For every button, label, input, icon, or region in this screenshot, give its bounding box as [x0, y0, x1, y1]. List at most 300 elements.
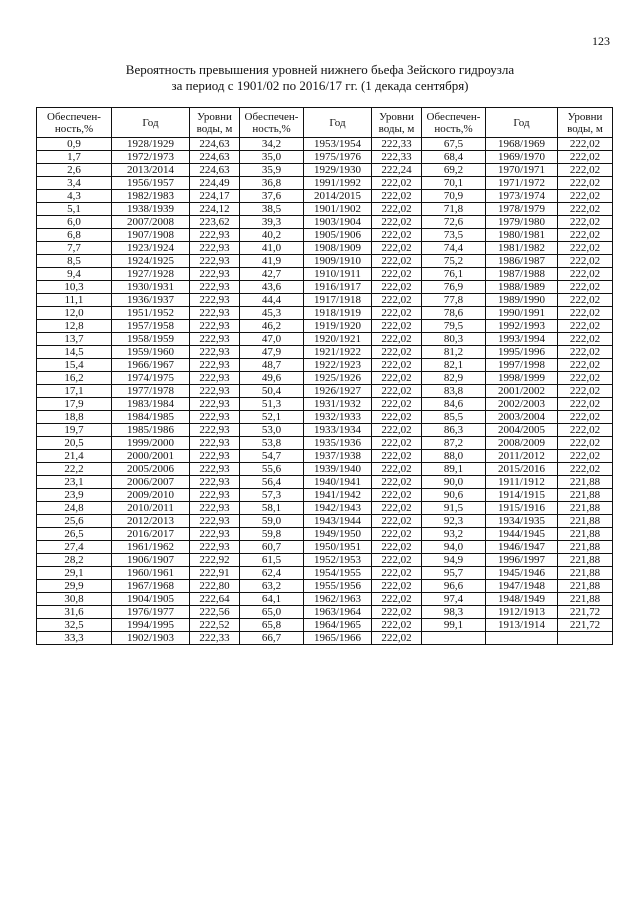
year-cell: 2008/2009 [486, 437, 558, 450]
level-cell: 222,02 [372, 554, 422, 567]
year-cell: 1999/2000 [112, 437, 190, 450]
level-cell: 222,91 [190, 567, 240, 580]
level-cell: 222,93 [190, 411, 240, 424]
table-row [37, 398, 613, 411]
col-header-year-3 [486, 108, 558, 138]
level-cell: 222,93 [190, 346, 240, 359]
level-cell: 222,93 [190, 320, 240, 333]
table-row [37, 164, 613, 177]
probability-cell: 9,4 [37, 268, 112, 281]
year-cell: 1943/1944 [304, 515, 372, 528]
level-cell: 222,02 [372, 463, 422, 476]
probability-cell: 97,4 [422, 593, 486, 606]
table-row [37, 177, 613, 190]
level-cell: 222,93 [190, 450, 240, 463]
year-cell: 1915/1916 [486, 502, 558, 515]
table-row [37, 489, 613, 502]
probability-cell: 84,6 [422, 398, 486, 411]
header-text-line: Уровни [567, 110, 603, 123]
level-cell: 222,02 [372, 437, 422, 450]
year-cell: 1947/1948 [486, 580, 558, 593]
year-cell: 1988/1989 [486, 281, 558, 294]
year-cell: 1959/1960 [112, 346, 190, 359]
level-cell: 222,02 [372, 281, 422, 294]
level-cell: 222,02 [558, 359, 613, 372]
level-cell: 222,33 [372, 138, 422, 151]
table-row [37, 437, 613, 450]
table-row [37, 346, 613, 359]
probability-cell: 41,9 [240, 255, 304, 268]
year-cell: 1962/1963 [304, 593, 372, 606]
level-cell: 222,02 [558, 203, 613, 216]
probability-cell: 70,1 [422, 177, 486, 190]
level-cell: 222,64 [190, 593, 240, 606]
probability-cell: 51,3 [240, 398, 304, 411]
level-cell: 222,93 [190, 372, 240, 385]
probability-cell: 29,1 [37, 567, 112, 580]
probability-cell: 44,4 [240, 294, 304, 307]
probability-cell: 47,9 [240, 346, 304, 359]
probability-cell: 83,8 [422, 385, 486, 398]
year-cell: 1964/1965 [304, 619, 372, 632]
col-header-year-1 [112, 108, 190, 138]
level-cell: 222,24 [372, 164, 422, 177]
level-cell: 222,93 [190, 255, 240, 268]
probability-cell: 17,9 [37, 398, 112, 411]
year-cell: 1973/1974 [486, 190, 558, 203]
year-cell: 2010/2011 [112, 502, 190, 515]
level-cell: 222,02 [372, 216, 422, 229]
level-cell: 224,49 [190, 177, 240, 190]
probability-cell: 33,3 [37, 632, 112, 645]
level-cell: 222,02 [558, 372, 613, 385]
year-cell: 1905/1906 [304, 229, 372, 242]
probability-cell: 91,5 [422, 502, 486, 515]
probability-cell: 20,5 [37, 437, 112, 450]
level-cell: 222,02 [372, 424, 422, 437]
year-cell: 1993/1994 [486, 333, 558, 346]
table-row [37, 294, 613, 307]
probability-cell: 43,6 [240, 281, 304, 294]
level-cell: 222,02 [558, 242, 613, 255]
level-cell: 222,02 [558, 138, 613, 151]
header-text-line: ность,% [54, 122, 94, 135]
header-text-line: ность,% [434, 122, 473, 135]
level-cell: 221,88 [558, 515, 613, 528]
table-row [37, 190, 613, 203]
year-cell: 1980/1981 [486, 229, 558, 242]
year-cell: 1990/1991 [486, 307, 558, 320]
level-cell: 223,62 [190, 216, 240, 229]
table-row [37, 138, 613, 151]
level-cell: 222,93 [190, 528, 240, 541]
probability-cell: 69,2 [422, 164, 486, 177]
col-header-level-3 [558, 108, 613, 138]
year-cell: 2015/2016 [486, 463, 558, 476]
year-cell: 1928/1929 [112, 138, 190, 151]
year-cell: 1950/1951 [304, 541, 372, 554]
level-cell: 222,93 [190, 307, 240, 320]
level-cell: 222,33 [372, 151, 422, 164]
level-cell: 222,02 [372, 398, 422, 411]
level-cell: 222,02 [372, 515, 422, 528]
probability-cell: 6,8 [37, 229, 112, 242]
level-cell: 221,72 [558, 606, 613, 619]
year-cell: 1920/1921 [304, 333, 372, 346]
level-cell: 222,93 [190, 398, 240, 411]
probability-cell: 50,4 [240, 385, 304, 398]
year-cell: 1930/1931 [112, 281, 190, 294]
year-cell: 1948/1949 [486, 593, 558, 606]
probability-cell: 1,7 [37, 151, 112, 164]
level-cell: 222,93 [190, 541, 240, 554]
table-row [37, 372, 613, 385]
probability-cell: 18,8 [37, 411, 112, 424]
level-cell [558, 632, 613, 645]
level-cell: 222,93 [190, 229, 240, 242]
probability-cell: 39,3 [240, 216, 304, 229]
year-cell: 1911/1912 [486, 476, 558, 489]
year-cell: 1961/1962 [112, 541, 190, 554]
year-cell: 1979/1980 [486, 216, 558, 229]
level-cell: 222,02 [558, 294, 613, 307]
level-cell: 221,88 [558, 567, 613, 580]
table-row [37, 593, 613, 606]
level-cell: 222,92 [190, 554, 240, 567]
header-text-line: воды, м [378, 122, 415, 135]
level-cell: 222,02 [558, 307, 613, 320]
year-cell: 2001/2002 [486, 385, 558, 398]
year-cell: 1939/1940 [304, 463, 372, 476]
probability-cell: 45,3 [240, 307, 304, 320]
table-row [37, 580, 613, 593]
table-row [37, 255, 613, 268]
level-cell: 222,02 [372, 476, 422, 489]
year-cell: 2016/2017 [112, 528, 190, 541]
probability-cell: 90,0 [422, 476, 486, 489]
level-cell: 222,02 [558, 437, 613, 450]
level-cell: 222,02 [558, 268, 613, 281]
year-cell: 1934/1935 [486, 515, 558, 528]
header-text-line: Уровни [197, 110, 232, 123]
year-cell: 1917/1918 [304, 294, 372, 307]
table-row [37, 554, 613, 567]
probability-cell: 94,9 [422, 554, 486, 567]
year-cell: 1976/1977 [112, 606, 190, 619]
probability-cell: 76,9 [422, 281, 486, 294]
level-cell: 222,93 [190, 242, 240, 255]
level-cell: 224,63 [190, 164, 240, 177]
level-cell: 222,02 [558, 216, 613, 229]
probability-cell: 12,8 [37, 320, 112, 333]
header-text-line: Уровни [379, 110, 414, 123]
level-cell: 222,02 [372, 320, 422, 333]
year-cell: 1932/1933 [304, 411, 372, 424]
table-row [37, 411, 613, 424]
col-header-level-1 [190, 108, 240, 138]
year-cell: 1913/1914 [486, 619, 558, 632]
probability-cell: 26,5 [37, 528, 112, 541]
probability-cell: 94,0 [422, 541, 486, 554]
year-cell: 2007/2008 [112, 216, 190, 229]
year-cell: 2011/2012 [486, 450, 558, 463]
probability-cell: 27,4 [37, 541, 112, 554]
probability-cell: 46,2 [240, 320, 304, 333]
level-cell: 222,02 [372, 372, 422, 385]
probability-cell: 19,7 [37, 424, 112, 437]
year-cell: 2003/2004 [486, 411, 558, 424]
year-cell: 2006/2007 [112, 476, 190, 489]
year-cell: 1912/1913 [486, 606, 558, 619]
year-cell: 1901/1902 [304, 203, 372, 216]
year-cell: 1938/1939 [112, 203, 190, 216]
header-text-line: воды, м [196, 122, 233, 135]
level-cell: 222,02 [372, 411, 422, 424]
year-cell: 1975/1976 [304, 151, 372, 164]
year-cell: 1984/1985 [112, 411, 190, 424]
probability-cell: 66,7 [240, 632, 304, 645]
year-cell: 1966/1967 [112, 359, 190, 372]
header-text-line: ность,% [252, 122, 291, 135]
probability-cell: 12,0 [37, 307, 112, 320]
level-cell: 221,88 [558, 541, 613, 554]
year-cell: 1951/1952 [112, 307, 190, 320]
year-cell: 1969/1970 [486, 151, 558, 164]
year-cell: 2009/2010 [112, 489, 190, 502]
probability-cell: 24,8 [37, 502, 112, 515]
probability-cell: 28,2 [37, 554, 112, 567]
year-cell: 1986/1987 [486, 255, 558, 268]
probability-cell: 78,6 [422, 307, 486, 320]
table-row [37, 528, 613, 541]
probability-cell: 40,2 [240, 229, 304, 242]
year-cell: 1933/1934 [304, 424, 372, 437]
year-cell: 1981/1982 [486, 242, 558, 255]
probability-cell: 49,6 [240, 372, 304, 385]
level-cell: 222,93 [190, 502, 240, 515]
col-header-probability-1 [37, 108, 112, 138]
level-cell: 222,02 [372, 307, 422, 320]
year-cell: 1944/1945 [486, 528, 558, 541]
probability-cell: 25,6 [37, 515, 112, 528]
year-cell: 1983/1984 [112, 398, 190, 411]
probability-cell: 85,5 [422, 411, 486, 424]
probability-cell: 99,1 [422, 619, 486, 632]
year-cell: 1907/1908 [112, 229, 190, 242]
probability-cell: 11,1 [37, 294, 112, 307]
probability-cell: 63,2 [240, 580, 304, 593]
probability-cell: 34,2 [240, 138, 304, 151]
year-cell: 1916/1917 [304, 281, 372, 294]
probability-cell: 35,9 [240, 164, 304, 177]
level-cell: 221,88 [558, 489, 613, 502]
year-cell: 1914/1915 [486, 489, 558, 502]
year-cell: 1987/1988 [486, 268, 558, 281]
level-cell: 222,02 [372, 632, 422, 645]
level-cell: 222,02 [372, 346, 422, 359]
level-cell: 222,02 [558, 424, 613, 437]
level-cell: 222,93 [190, 476, 240, 489]
table-row [37, 333, 613, 346]
level-cell: 222,02 [372, 567, 422, 580]
probability-cell: 10,3 [37, 281, 112, 294]
table-header-row [37, 108, 613, 138]
probability-cell: 42,7 [240, 268, 304, 281]
probability-cell: 5,1 [37, 203, 112, 216]
title-line-2: за период с 1901/02 по 2016/17 гг. (1 декада сентября) [171, 78, 469, 93]
probability-cell: 22,2 [37, 463, 112, 476]
year-cell: 1992/1993 [486, 320, 558, 333]
level-cell: 224,63 [190, 138, 240, 151]
level-cell: 222,02 [558, 164, 613, 177]
level-cell: 222,33 [190, 632, 240, 645]
probability-cell: 23,9 [37, 489, 112, 502]
level-cell: 222,02 [372, 359, 422, 372]
year-cell: 1902/1903 [112, 632, 190, 645]
header-text-line: Обеспечен- [426, 110, 481, 123]
level-cell: 222,93 [190, 281, 240, 294]
probability-cell: 55,6 [240, 463, 304, 476]
table-row [37, 151, 613, 164]
year-cell: 1923/1924 [112, 242, 190, 255]
probability-cell: 57,3 [240, 489, 304, 502]
level-cell: 222,93 [190, 268, 240, 281]
level-cell: 222,02 [372, 242, 422, 255]
year-cell: 1910/1911 [304, 268, 372, 281]
probability-cell: 59,8 [240, 528, 304, 541]
level-cell: 222,02 [558, 151, 613, 164]
probability-cell: 86,3 [422, 424, 486, 437]
probability-cell: 96,6 [422, 580, 486, 593]
table-row [37, 424, 613, 437]
header-text-line: Год [142, 116, 159, 129]
year-cell: 1940/1941 [304, 476, 372, 489]
probability-cell: 61,5 [240, 554, 304, 567]
year-cell: 1955/1956 [304, 580, 372, 593]
level-cell: 222,02 [372, 489, 422, 502]
level-cell: 222,02 [558, 411, 613, 424]
year-cell: 1945/1946 [486, 567, 558, 580]
year-cell: 1949/1950 [304, 528, 372, 541]
level-cell: 222,93 [190, 294, 240, 307]
year-cell: 1936/1937 [112, 294, 190, 307]
level-cell: 222,56 [190, 606, 240, 619]
level-cell: 222,93 [190, 515, 240, 528]
year-cell: 1958/1959 [112, 333, 190, 346]
level-cell: 224,63 [190, 151, 240, 164]
probability-cell: 23,1 [37, 476, 112, 489]
level-cell: 222,93 [190, 385, 240, 398]
year-cell: 1922/1923 [304, 359, 372, 372]
probability-cell: 52,1 [240, 411, 304, 424]
year-cell: 1954/1955 [304, 567, 372, 580]
year-cell: 1904/1905 [112, 593, 190, 606]
table-row [37, 203, 613, 216]
year-cell: 1942/1943 [304, 502, 372, 515]
table-row [37, 359, 613, 372]
col-header-probability-2 [240, 108, 304, 138]
probability-cell: 65,0 [240, 606, 304, 619]
table-row [37, 307, 613, 320]
probability-cell: 95,7 [422, 567, 486, 580]
level-cell: 222,93 [190, 359, 240, 372]
probability-cell: 16,2 [37, 372, 112, 385]
year-cell: 1972/1973 [112, 151, 190, 164]
year-cell: 1997/1998 [486, 359, 558, 372]
year-cell: 1935/1936 [304, 437, 372, 450]
header-text-line: Год [513, 116, 530, 129]
probability-cell: 47,0 [240, 333, 304, 346]
level-cell: 222,02 [558, 398, 613, 411]
probability-cell: 37,6 [240, 190, 304, 203]
page-title [0, 62, 640, 94]
probability-cell: 68,4 [422, 151, 486, 164]
probability-cell: 65,8 [240, 619, 304, 632]
probability-cell: 58,1 [240, 502, 304, 515]
level-cell: 221,88 [558, 528, 613, 541]
year-cell: 1970/1971 [486, 164, 558, 177]
probability-cell [422, 632, 486, 645]
probability-cell: 72,6 [422, 216, 486, 229]
year-cell: 1977/1978 [112, 385, 190, 398]
level-cell: 221,72 [558, 619, 613, 632]
probability-cell: 3,4 [37, 177, 112, 190]
level-cell: 222,02 [558, 281, 613, 294]
year-cell: 1952/1953 [304, 554, 372, 567]
year-cell: 2004/2005 [486, 424, 558, 437]
year-cell: 1989/1990 [486, 294, 558, 307]
table-row [37, 515, 613, 528]
probability-cell: 30,8 [37, 593, 112, 606]
year-cell: 1931/1932 [304, 398, 372, 411]
level-cell: 222,93 [190, 333, 240, 346]
probability-cell: 29,9 [37, 580, 112, 593]
year-cell: 1994/1995 [112, 619, 190, 632]
table-row [37, 320, 613, 333]
col-header-probability-3 [422, 108, 486, 138]
year-cell: 1926/1927 [304, 385, 372, 398]
level-cell: 222,02 [558, 320, 613, 333]
probability-table [36, 107, 613, 645]
table-row [37, 229, 613, 242]
level-cell: 222,02 [558, 333, 613, 346]
year-cell: 1929/1930 [304, 164, 372, 177]
level-cell: 222,02 [372, 619, 422, 632]
level-cell: 222,02 [372, 541, 422, 554]
probability-cell: 17,1 [37, 385, 112, 398]
probability-cell: 48,7 [240, 359, 304, 372]
year-cell: 1908/1909 [304, 242, 372, 255]
year-cell: 1960/1961 [112, 567, 190, 580]
probability-cell: 15,4 [37, 359, 112, 372]
year-cell: 1996/1997 [486, 554, 558, 567]
table-row [37, 281, 613, 294]
probability-cell: 87,2 [422, 437, 486, 450]
probability-cell: 70,9 [422, 190, 486, 203]
probability-cell: 90,6 [422, 489, 486, 502]
year-cell [486, 632, 558, 645]
level-cell: 222,02 [558, 190, 613, 203]
probability-cell: 8,5 [37, 255, 112, 268]
year-cell: 1978/1979 [486, 203, 558, 216]
level-cell: 222,02 [372, 450, 422, 463]
level-cell: 221,88 [558, 554, 613, 567]
table-row [37, 216, 613, 229]
probability-cell: 77,8 [422, 294, 486, 307]
table-body [37, 138, 613, 645]
probability-cell: 79,5 [422, 320, 486, 333]
year-cell: 1919/1920 [304, 320, 372, 333]
